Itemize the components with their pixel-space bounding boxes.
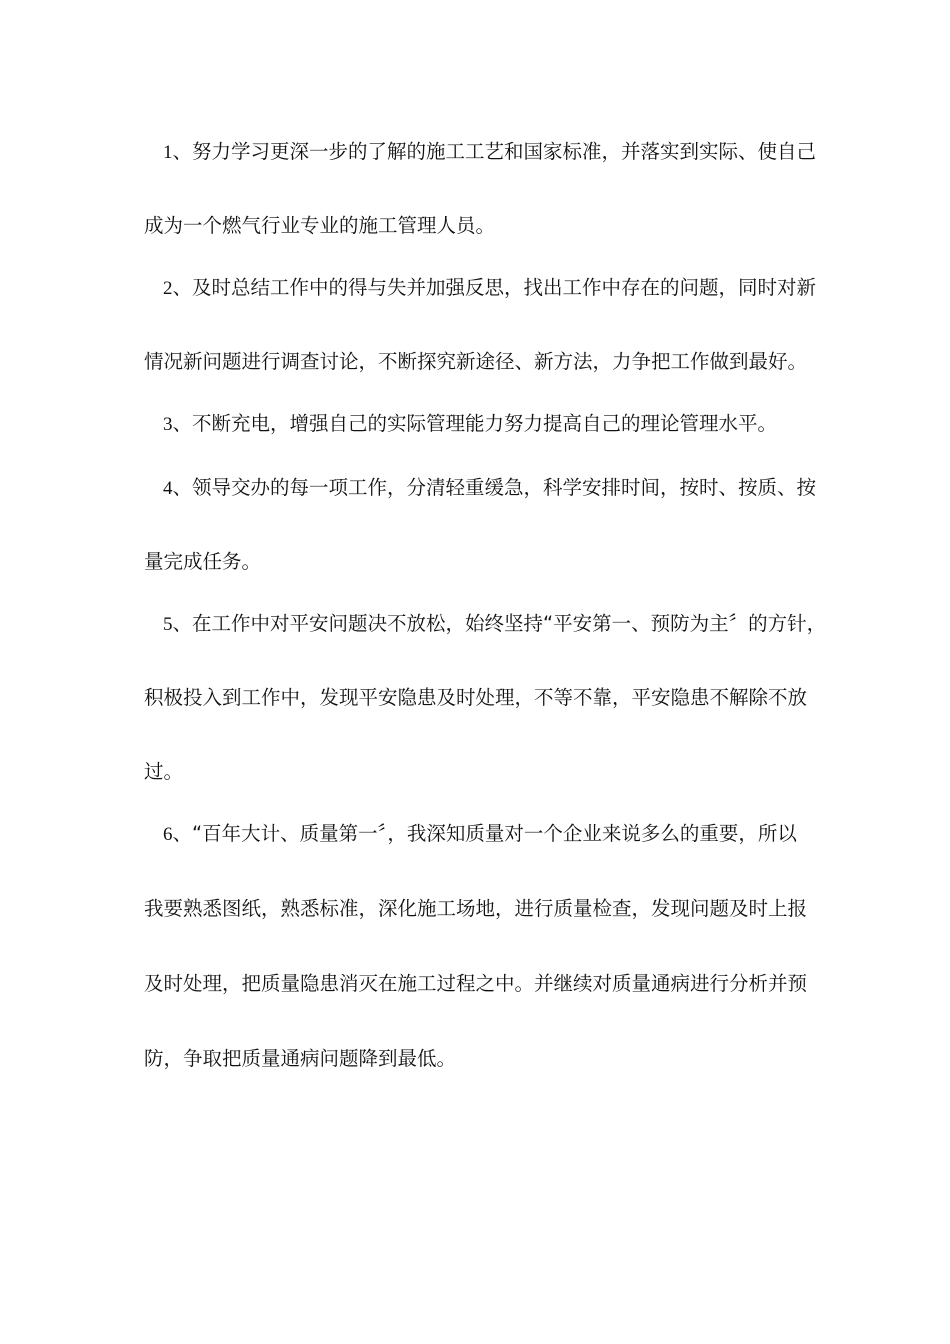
paragraph-1-line-1 — [163, 140, 843, 165]
item-number-3: 3 — [163, 414, 173, 435]
paragraph-1-line-2: 成为一个燃气行业专业的施工管理人员。 — [144, 214, 496, 237]
paragraph-3-text-1: 、不断充电，增强自己的实际管理能力努力提高自己的理论管理水平。 — [172, 412, 778, 435]
paragraph-4-text-1: 、领导交办的每一项工作，分清轻重缓急，科学安排时间，按时、按质、按 — [172, 476, 817, 499]
paragraph-5-line-3: 过。 — [144, 760, 184, 783]
item-number-2: 2 — [163, 278, 173, 299]
paragraph-5-line-2: 积极投入到工作中，发现平安隐患及时处理，不等不靠，平安隐患不解除不放 — [144, 686, 808, 709]
paragraph-6-text-1: 、“百年大计、质量第一〞，我深知质量对一个企业来说多么的重要，所以 — [172, 822, 797, 845]
paragraph-1-text-1: 、努力学习更深一步的了解的施工工艺和国家标准，并落实到实际、使自己 — [172, 140, 817, 163]
item-number-5: 5 — [163, 614, 173, 635]
paragraph-6-line-1 — [163, 822, 843, 847]
paragraph-2-line-1 — [163, 276, 843, 301]
paragraph-6-line-3: 及时处理，把质量隐患消灭在施工过程之中。并继续对质量通病进行分析并预 — [144, 972, 808, 995]
paragraph-6-line-2: 我要熟悉图纸，熟悉标准，深化施工场地，进行质量检查，发现问题及时上报 — [144, 897, 808, 920]
paragraph-4-line-1 — [163, 476, 843, 501]
paragraph-3-line-1 — [163, 412, 843, 437]
paragraph-5-line-1 — [163, 612, 843, 637]
paragraph-5-text-1: 、在工作中对平安问题决不放松，始终坚持“平安第一、预防为主〞的方针， — [172, 612, 827, 635]
paragraph-2-text-1: 、及时总结工作中的得与失并加强反思，找出工作中存在的问题，同时对新 — [172, 276, 817, 299]
item-number-1: 1 — [163, 142, 173, 163]
paragraph-6-line-4: 防，争取把质量通病问题降到最低。 — [144, 1047, 457, 1070]
item-number-4: 4 — [163, 478, 173, 499]
paragraph-4-line-2: 量完成任务。 — [144, 550, 262, 573]
item-number-6: 6 — [163, 824, 173, 845]
paragraph-2-line-2: 情况新问题进行调查讨论，不断探究新途径、新方法，力争把工作做到最好。 — [144, 350, 808, 373]
